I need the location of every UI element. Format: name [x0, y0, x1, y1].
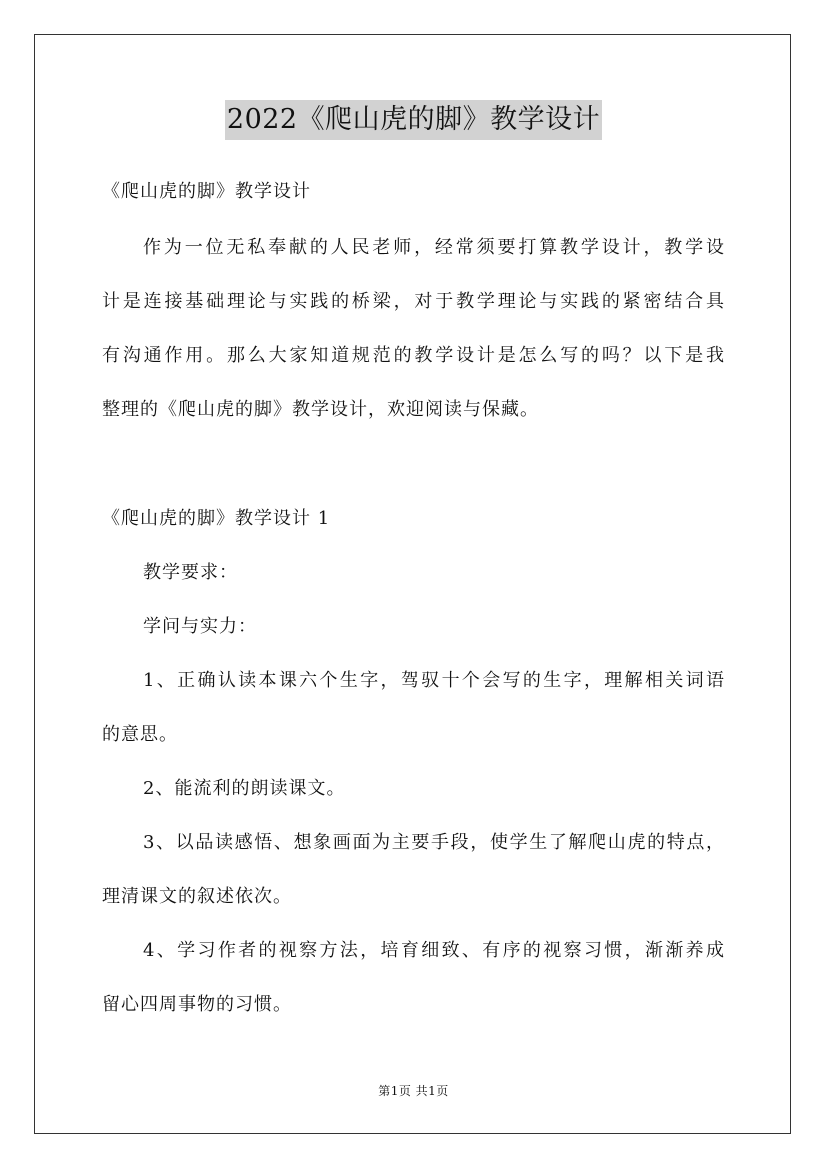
item-4-line-2: 留心四周事物的习惯。	[102, 994, 292, 1015]
item-3-line-2: 理清课文的叙述依次。	[102, 886, 292, 907]
item-1-line-2: 的意思。	[102, 724, 178, 745]
section-title: 《爬山虎的脚》教学设计 1	[102, 508, 331, 529]
intro-line-2: 计是连接基础理论与实践的桥梁，对于教学理论与实践的紧密结合具	[102, 291, 725, 312]
title-container	[0, 100, 827, 140]
document-subtitle: 《爬山虎的脚》教学设计	[102, 181, 311, 202]
intro-line-3: 有沟通作用。那么大家知道规范的教学设计是怎么写的吗？以下是我	[102, 345, 725, 366]
requirements-heading: 教学要求：	[143, 562, 238, 583]
intro-line-1: 作为一位无私奉献的人民老师，经常须要打算教学设计，教学设	[143, 237, 725, 258]
item-2-line-1: 2、能流利的朗读课文。	[143, 778, 346, 799]
intro-line-4: 整理的《爬山虎的脚》教学设计，欢迎阅读与保藏。	[102, 399, 539, 420]
item-1-line-1: 1、正确认读本课六个生字，驾驭十个会写的生字，理解相关词语	[143, 670, 725, 691]
item-4-line-1: 4、学习作者的视察方法，培育细致、有序的视察习惯，渐渐养成	[143, 940, 725, 961]
document-title: 2022《爬山虎的脚》教学设计	[225, 100, 602, 140]
item-3-line-1: 3、以品读感悟、想象画面为主要手段，使学生了解爬山虎的特点，	[143, 832, 725, 853]
page-footer: 第1页 共1页	[378, 1084, 449, 1098]
knowledge-heading: 学问与实力：	[143, 616, 257, 637]
